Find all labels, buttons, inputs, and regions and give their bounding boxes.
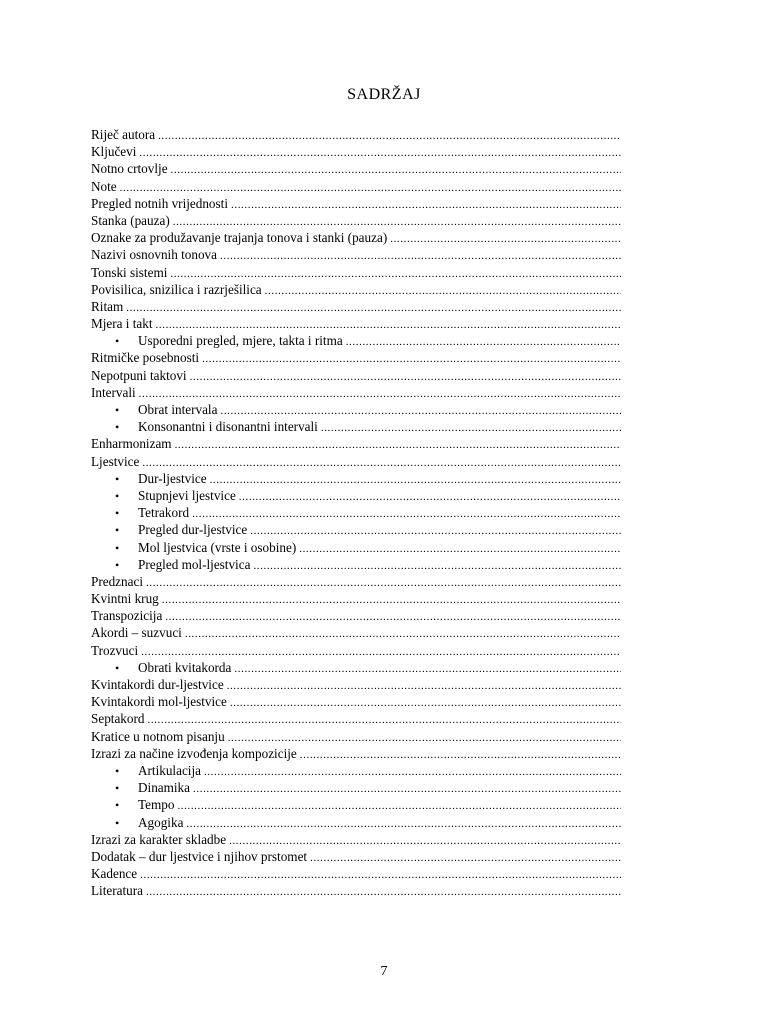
toc-subentry bbox=[91, 779, 621, 796]
toc-entry bbox=[91, 143, 621, 160]
dot-leader bbox=[220, 403, 621, 418]
dot-leader bbox=[175, 437, 621, 452]
toc-subentry bbox=[91, 796, 621, 813]
dot-leader bbox=[202, 351, 621, 366]
dot-leader bbox=[227, 678, 621, 693]
bullet-icon: • bbox=[115, 557, 120, 572]
toc-entry bbox=[91, 384, 621, 401]
dot-leader bbox=[162, 592, 621, 607]
toc-entry-label: Povisilica, snizilica i razrješilica bbox=[91, 281, 262, 297]
toc-entry bbox=[91, 195, 621, 212]
bullet-icon: • bbox=[115, 540, 120, 555]
toc-entry-label: Literatura bbox=[91, 883, 143, 899]
toc-entry-label: Stanka (pauza) bbox=[91, 212, 170, 228]
dot-leader bbox=[126, 300, 621, 315]
toc-entry bbox=[91, 126, 621, 143]
toc-entry bbox=[91, 590, 621, 607]
toc-subentry bbox=[91, 470, 621, 487]
toc-entry bbox=[91, 229, 621, 246]
toc-entry-label: Obrat intervala bbox=[138, 402, 218, 417]
dot-leader bbox=[171, 162, 621, 177]
page-number: 7 bbox=[380, 964, 388, 979]
dot-leader bbox=[234, 661, 621, 676]
toc-entry bbox=[91, 435, 621, 452]
toc-subentry bbox=[91, 332, 621, 349]
toc-entry bbox=[91, 831, 621, 848]
toc-entry-label: Izrazi za karakter skladbe bbox=[91, 831, 227, 847]
toc-entry bbox=[91, 642, 621, 659]
toc-subentry bbox=[91, 521, 621, 538]
toc-entry bbox=[91, 281, 621, 298]
toc-entry bbox=[91, 573, 621, 590]
toc-entry-label: Konsonantni i disonantni intervali bbox=[138, 419, 318, 435]
page-title: SADRŽAJ bbox=[347, 86, 421, 103]
toc-entry-label: Tonski sistemi bbox=[91, 264, 168, 280]
toc-entry-label: Transpozicija bbox=[91, 608, 163, 624]
toc-entry-label: Oznake za produžavanje trajanja tonova i stanki (pauza) bbox=[91, 230, 388, 246]
dot-leader bbox=[310, 850, 621, 865]
toc-entry bbox=[91, 710, 621, 727]
dot-leader bbox=[190, 369, 621, 384]
dot-leader bbox=[390, 231, 621, 246]
toc-entry-label: Izrazi za načine izvođenja kompozicije bbox=[91, 745, 297, 761]
dot-leader bbox=[141, 644, 621, 659]
toc-entry bbox=[91, 848, 621, 865]
toc-entry bbox=[91, 453, 621, 470]
toc-entry bbox=[91, 264, 621, 281]
toc-entry-label: Usporedni pregled, mjere, takta i ritma bbox=[138, 333, 343, 349]
toc-entry bbox=[91, 367, 621, 384]
dot-leader bbox=[146, 575, 621, 590]
toc-entry-label: Dinamika bbox=[138, 780, 191, 796]
toc-entry-label: Pregled mol-ljestvica bbox=[138, 556, 251, 572]
dot-leader bbox=[186, 816, 621, 831]
toc-entry-label: Agogika bbox=[138, 814, 184, 830]
dot-leader bbox=[173, 214, 621, 229]
dot-leader bbox=[120, 180, 621, 195]
toc-entry-label: Dodatak – dur ljestvice i njihov prstomet bbox=[91, 848, 308, 864]
toc-subentry bbox=[91, 659, 621, 676]
toc-entry-label: Kvintakordi mol-ljestvice bbox=[91, 694, 227, 710]
dot-leader bbox=[147, 712, 621, 727]
toc-subentry bbox=[91, 814, 621, 831]
toc-entry-label: Nepotpuni taktovi bbox=[91, 367, 187, 383]
toc-entry bbox=[91, 160, 621, 177]
dot-leader bbox=[170, 266, 621, 281]
bullet-icon: • bbox=[115, 660, 120, 675]
bullet-icon: • bbox=[115, 488, 120, 503]
toc-entry-label: Tempo bbox=[138, 797, 175, 813]
dot-leader bbox=[142, 455, 621, 470]
toc-entry-label: Septakord bbox=[91, 711, 145, 727]
toc-entry-label: Kadence bbox=[91, 866, 138, 882]
toc-entry-label: Pregled notnih vrijednosti bbox=[91, 195, 228, 211]
bullet-icon: • bbox=[115, 506, 120, 521]
toc-entry bbox=[91, 745, 621, 762]
toc-entry-label: Note bbox=[91, 178, 117, 194]
dot-leader bbox=[192, 506, 621, 521]
toc-entry-label: Enharmonizam bbox=[91, 436, 172, 452]
toc-entry-label: Mol ljestvica (vrste i osobine) bbox=[138, 539, 297, 555]
table-of-contents bbox=[91, 126, 621, 899]
dot-leader bbox=[228, 730, 621, 745]
toc-entry bbox=[91, 349, 621, 366]
dot-leader bbox=[231, 197, 621, 212]
dot-leader bbox=[140, 867, 621, 882]
dot-leader bbox=[253, 558, 621, 573]
toc-entry bbox=[91, 298, 621, 315]
toc-entry bbox=[91, 624, 621, 641]
dot-leader bbox=[239, 489, 621, 504]
dot-leader bbox=[210, 472, 621, 487]
toc-subentry bbox=[91, 418, 621, 435]
dot-leader bbox=[193, 781, 621, 796]
toc-entry-label: Ritam bbox=[91, 298, 124, 314]
toc-entry-label: Ključevi bbox=[91, 144, 137, 160]
bullet-icon: • bbox=[115, 763, 120, 778]
toc-entry-label: Riječ autora bbox=[91, 127, 156, 142]
bullet-icon: • bbox=[115, 471, 120, 486]
dot-leader bbox=[299, 541, 621, 556]
dot-leader bbox=[300, 747, 621, 762]
toc-entry-label: Notno crtovlje bbox=[91, 161, 168, 177]
toc-entry-label: Akordi – suzvuci bbox=[91, 625, 182, 641]
toc-entry bbox=[91, 212, 621, 229]
bullet-icon: • bbox=[115, 403, 120, 417]
toc-entry-label: Artikulacija bbox=[138, 762, 201, 778]
toc-entry-label: Nazivi osnovnih tonova bbox=[91, 247, 217, 263]
toc-entry-label: Stupnjevi ljestvice bbox=[138, 487, 236, 503]
toc-entry bbox=[91, 693, 621, 710]
toc-entry-label: Ljestvice bbox=[91, 453, 140, 469]
toc-entry-label: Kratice u notnom pisanju bbox=[91, 728, 225, 744]
toc-subentry bbox=[91, 539, 621, 556]
bullet-icon: • bbox=[115, 420, 120, 435]
dot-leader bbox=[146, 884, 621, 899]
toc-entry bbox=[91, 865, 621, 882]
dot-leader bbox=[185, 626, 621, 641]
dot-leader bbox=[220, 248, 621, 263]
toc-entry-label: Pregled dur-ljestvice bbox=[138, 522, 248, 538]
toc-entry bbox=[91, 246, 621, 263]
toc-entry bbox=[91, 178, 621, 195]
dot-leader bbox=[177, 798, 621, 813]
dot-leader bbox=[156, 317, 621, 332]
dot-leader bbox=[204, 764, 621, 779]
bullet-icon: • bbox=[115, 815, 120, 830]
bullet-icon: • bbox=[115, 334, 120, 349]
dot-leader bbox=[139, 386, 621, 401]
toc-entry bbox=[91, 315, 621, 332]
toc-subentry bbox=[91, 401, 621, 418]
toc-entry-label: Ritmičke posebnosti bbox=[91, 350, 200, 366]
dot-leader bbox=[230, 695, 621, 710]
toc-entry-label: Trozvuci bbox=[91, 642, 139, 658]
dot-leader bbox=[346, 334, 621, 349]
toc-entry-label: Dur-ljestvice bbox=[138, 470, 207, 486]
toc-entry bbox=[91, 607, 621, 624]
toc-entry bbox=[91, 882, 621, 899]
dot-leader bbox=[250, 523, 621, 538]
toc-entry-label: Kvintakordi dur-ljestvice bbox=[91, 677, 224, 692]
toc-subentry bbox=[91, 504, 621, 521]
toc-subentry bbox=[91, 556, 621, 573]
bullet-icon: • bbox=[115, 523, 120, 538]
toc-entry bbox=[91, 676, 621, 693]
toc-subentry bbox=[91, 762, 621, 779]
toc-subentry bbox=[91, 487, 621, 504]
dot-leader bbox=[229, 833, 621, 848]
toc-entry-label: Kvintni krug bbox=[91, 591, 159, 607]
dot-leader bbox=[321, 420, 621, 435]
toc-entry-label: Intervali bbox=[91, 384, 136, 400]
bullet-icon: • bbox=[115, 781, 120, 796]
toc-entry bbox=[91, 728, 621, 745]
dot-leader bbox=[265, 283, 621, 298]
toc-entry-label: Mjera i takt bbox=[91, 316, 153, 332]
toc-entry-label: Tetrakord bbox=[138, 505, 190, 521]
toc-entry-label: Obrati kvitakorda bbox=[138, 659, 232, 675]
toc-entry-label: Predznaci bbox=[91, 573, 143, 589]
dot-leader bbox=[158, 128, 621, 143]
dot-leader bbox=[165, 609, 621, 624]
dot-leader bbox=[139, 145, 621, 160]
bullet-icon: • bbox=[115, 798, 120, 813]
